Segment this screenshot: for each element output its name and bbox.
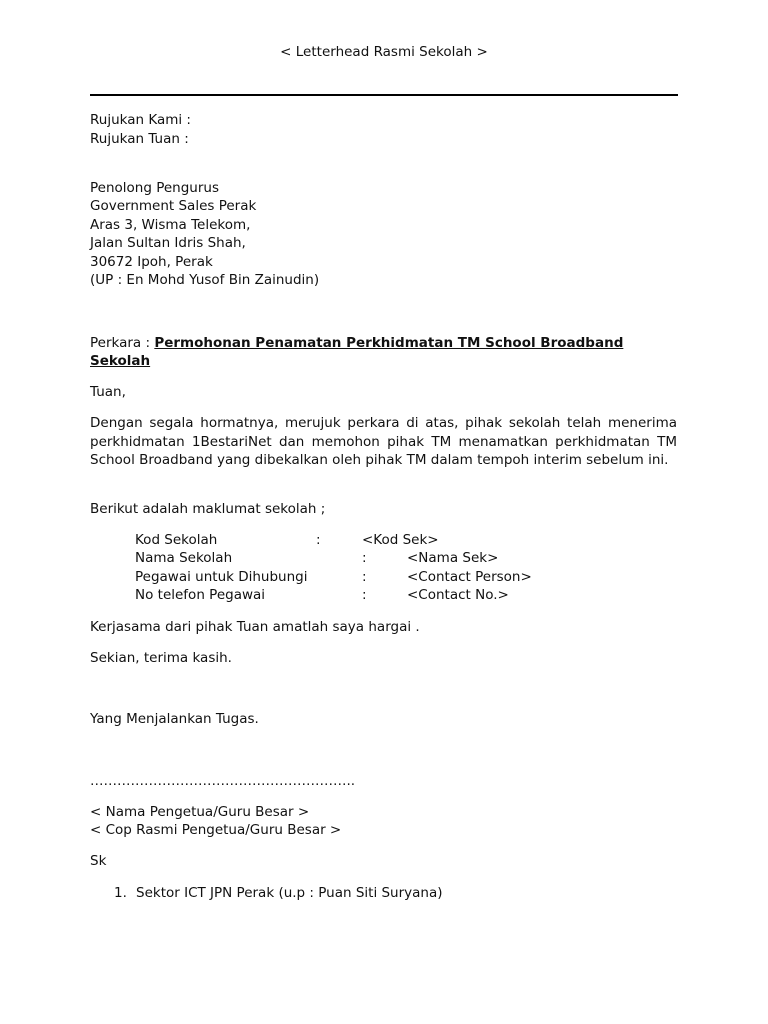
closing-line: Sekian, terima kasih. (90, 650, 232, 666)
recipient-line: Penolong Pengurus (90, 180, 219, 196)
subject-line (90, 334, 623, 353)
letterhead-rule (90, 94, 678, 96)
list-item-text: Sektor ICT JPN Perak (u.p : Puan Siti Suryana) (136, 885, 443, 901)
info-label: No telefon Pegawai (135, 587, 266, 603)
salutation: Tuan, (90, 384, 126, 400)
subject-label: Perkara : (90, 335, 155, 351)
info-value: <Nama Sek> (407, 550, 499, 566)
signatory-stamp: < Cop Rasmi Pengetua/Guru Besar > (90, 822, 342, 838)
info-label: Nama Sekolah (135, 550, 233, 566)
signature-line: ………………………………………………….. (90, 773, 356, 789)
info-value: <Kod Sek> (362, 532, 439, 548)
subject-line-2 (90, 352, 150, 371)
reference-ours: Rujukan Kami : (90, 112, 191, 128)
recipient-line: Government Sales Perak (90, 198, 257, 214)
list-item-number: 1. (114, 885, 127, 901)
body-paragraph: Dengan segala hormatnya, merujuk perkara di atas, pihak sekolah telah menerima perkhidmatan 1BestariNet dan memohon pihak TM menamatkan perkhidmatan TM School Broadband yang dibekalkan oleh pihak TM dalam tempoh interim sebelum ini. (90, 415, 677, 468)
cc-label: Sk (90, 853, 107, 869)
signatory-name: < Nama Pengetua/Guru Besar > (90, 804, 310, 820)
info-value: <Contact No.> (407, 587, 509, 603)
info-value: <Contact Person> (407, 569, 532, 585)
recipient-line: Aras 3, Wisma Telekom, (90, 217, 251, 233)
info-colon: : (316, 532, 321, 548)
cooperation-line: Kerjasama dari pihak Tuan amatlah saya hargai . (90, 619, 420, 635)
recipient-line: (UP : En Mohd Yusof Bin Zainudin) (90, 272, 320, 288)
recipient-line: 30672 Ipoh, Perak (90, 254, 213, 270)
signoff-line: Yang Menjalankan Tugas. (90, 711, 259, 727)
info-label: Pegawai untuk Dihubungi (135, 569, 308, 585)
info-intro: Berikut adalah maklumat sekolah ; (90, 501, 326, 517)
recipient-line: Jalan Sultan Idris Shah, (90, 235, 246, 251)
subject-title: Permohonan Penamatan Perkhidmatan TM School Broadband (154, 335, 624, 351)
info-colon: : (362, 550, 367, 566)
reference-yours: Rujukan Tuan : (90, 131, 189, 147)
info-label: Kod Sekolah (135, 532, 218, 548)
letterhead-placeholder: < Letterhead Rasmi Sekolah > (280, 44, 488, 60)
info-colon: : (362, 587, 367, 603)
subject-title-continued: Sekolah (90, 353, 151, 369)
info-colon: : (362, 569, 367, 585)
